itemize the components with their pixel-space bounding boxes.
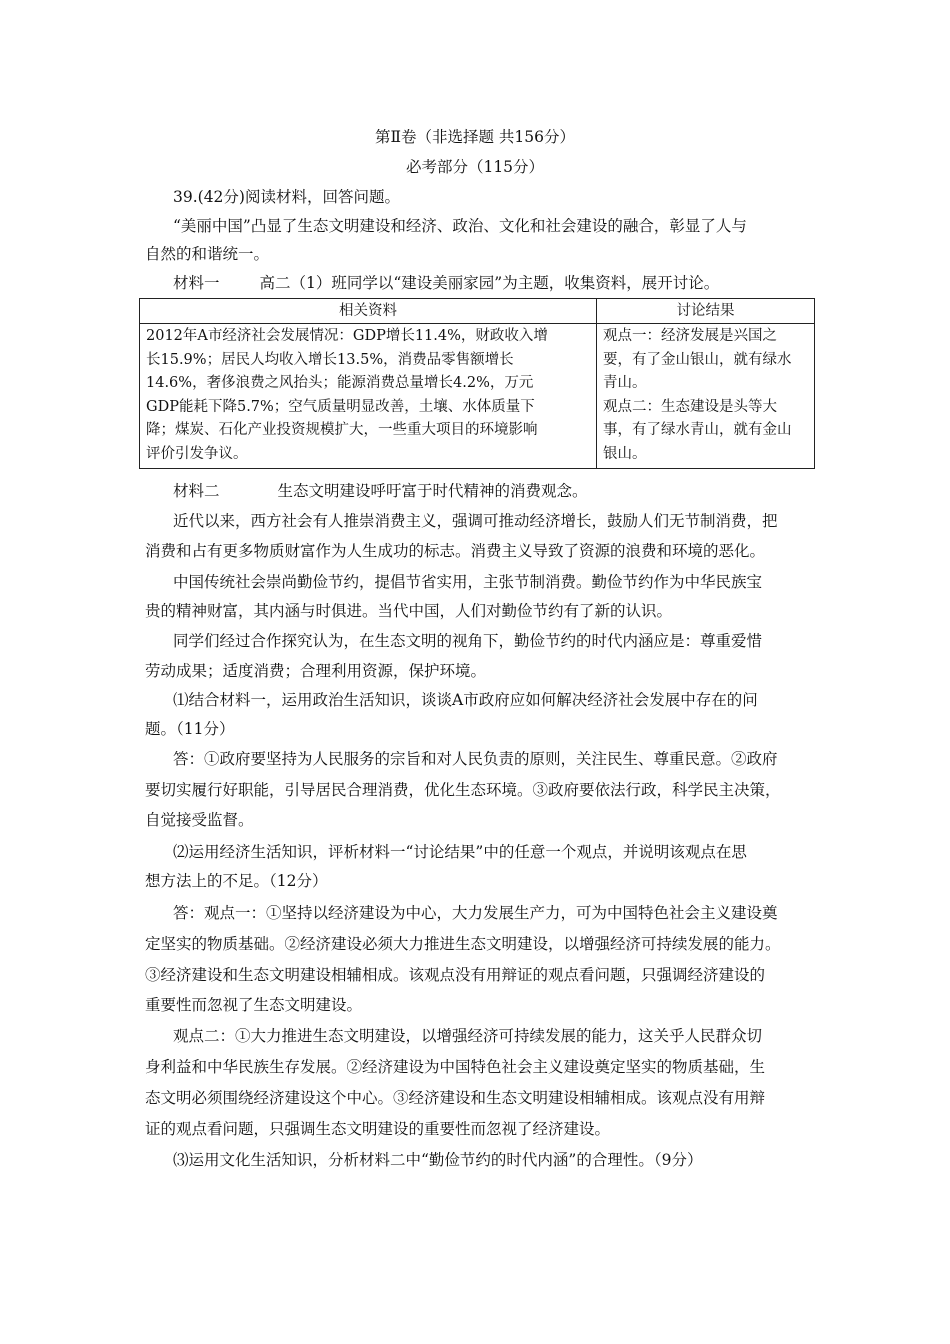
section-subtitle: 必考部分（115分） <box>405 158 545 176</box>
table-cell-data <box>140 324 597 469</box>
material1-label: 材料一 <box>173 274 220 292</box>
material2-p2-line: 贵的精神财富，其内涵与时俱进。当代中国，人们对勤俭节约有了新的认识。 <box>145 602 673 620</box>
data-line: 14.6%，奢侈浪费之风抬头；能源消费总量增长4.2%，万元 <box>146 375 534 391</box>
sub2-answer2-line: 观点二：①大力推进生态文明建设，以增强经济可持续发展的能力，这关乎人民群众切 <box>173 1027 763 1045</box>
result-line: 要，有了金山银山，就有绿水 <box>603 351 792 368</box>
intro-line-2: 自然的和谐统一。 <box>145 245 270 263</box>
sub2-question-line: ⑵运用经济生活知识，评析材料一“讨论结果”中的任意一个观点，并说明该观点在思 <box>173 843 747 861</box>
material2-p1-line: 近代以来，西方社会有人推崇消费主义，强调可推动经济增长，鼓励人们无节制消费，把 <box>173 512 778 530</box>
data-line: GDP能耗下降5.7%；空气质量明显改善，土壤、水体质量下 <box>146 398 535 415</box>
section-title: 第Ⅱ卷（非选择题 共156分） <box>374 128 576 146</box>
material1-heading <box>173 273 815 293</box>
sub2-answer1-line: ③经济建设和生态文明建设相辅相成。该观点没有用辩证的观点看问题，只强调经济建设的 <box>145 966 766 984</box>
sub2-answer2-line: 态文明必须围绕经济建设这个中心。③经济建设和生态文明建设相辅相成。该观点没有用辩 <box>145 1089 766 1107</box>
result-line: 观点二：生态建设是头等大 <box>603 398 777 415</box>
sub2-question-line: 想方法上的不足。（12分） <box>145 872 328 890</box>
sub1-question-line: ⑴结合材料一，运用政治生活知识，谈谈A市政府应如何解决经济社会发展中存在的问 <box>173 691 758 709</box>
material2-p3-line: 劳动成果；适度消费；合理利用资源，保护环境。 <box>145 662 487 680</box>
material2-title: 生态文明建设呼吁富于时代精神的消费观念。 <box>277 482 588 500</box>
intro-line-1: “美丽中国”凸显了生态文明建设和经济、政治、文化和社会建设的融合，彰显了人与 <box>173 217 747 235</box>
material2-p3-line: 同学们经过合作探究认为，在生态文明的视角下，勤俭节约的时代内涵应是：尊重爱惜 <box>173 632 763 650</box>
sub1-answer-line: 自觉接受监督。 <box>145 811 254 829</box>
sub2-answer2-line: 身利益和中华民族生存发展。②经济建设为中国特色社会主义建设奠定坚实的物质基础，生 <box>145 1058 766 1076</box>
result-line: 青山。 <box>603 375 647 391</box>
data-line: 降；煤炭、石化产业投资规模扩大，一些重大项目的环境影响 <box>146 422 538 438</box>
sub1-answer-line: 答：①政府要坚持为人民服务的宗旨和对人民负责的原则，关注民生、尊重民意。②政府 <box>173 750 778 768</box>
sub2-answer2-line: 证的观点看问题，只强调生态文明建设的重要性而忽视了经济建设。 <box>145 1120 611 1138</box>
material1-text: 高二（1）班同学以“建设美丽家园”为主题，收集资料，展开讨论。 <box>259 274 720 292</box>
result-line: 事，有了绿水青山，就有金山 <box>603 422 792 438</box>
result-line: 观点一：经济发展是兴国之 <box>603 328 777 344</box>
question-39-stem: 39.(42分)阅读材料，回答问题。 <box>173 188 400 206</box>
data-line: 2012年A市经济社会发展情况：GDP增长11.4%，财政收入增 <box>146 328 548 344</box>
data-line: 评价引发争议。 <box>146 445 248 462</box>
material2-label: 材料二 <box>173 482 220 500</box>
material1-table <box>139 298 815 469</box>
data-line: 长15.9%；居民人均收入增长13.5%，消费品零售额增长 <box>146 351 514 368</box>
table-header-data: 相关资料 <box>140 299 597 324</box>
material2-heading <box>173 481 815 501</box>
material2-p1-line: 消费和占有更多物质财富作为人生成功的标志。消费主义导致了资源的浪费和环境的恶化。 <box>145 542 766 560</box>
sub1-answer-line: 要切实履行好职能，引导居民合理消费，优化生态环境。③政府要依法行政，科学民主决策， <box>145 781 781 799</box>
material2-p2-line: 中国传统社会崇尚勤俭节约，提倡节省实用，主张节制消费。勤俭节约作为中华民族宝 <box>173 573 763 591</box>
sub2-answer1-line: 答：观点一：①坚持以经济建设为中心，大力发展生产力，可为中国特色社会主义建设奠 <box>173 904 778 922</box>
sub2-answer1-line: 定坚实的物质基础。②经济建设必须大力推进生态文明建设，以增强经济可持续发展的能力。 <box>145 935 781 953</box>
sub1-question-line: 题。（11分） <box>145 720 235 738</box>
table-header-results: 讨论结果 <box>597 299 815 324</box>
sub3-question: ⑶运用文化生活知识，分析材料二中“勤俭节约的时代内涵”的合理性。（9分） <box>173 1151 703 1169</box>
result-line: 银山。 <box>603 445 647 462</box>
sub2-answer1-line: 重要性而忽视了生态文明建设。 <box>145 996 363 1014</box>
table-cell-results <box>597 324 815 469</box>
